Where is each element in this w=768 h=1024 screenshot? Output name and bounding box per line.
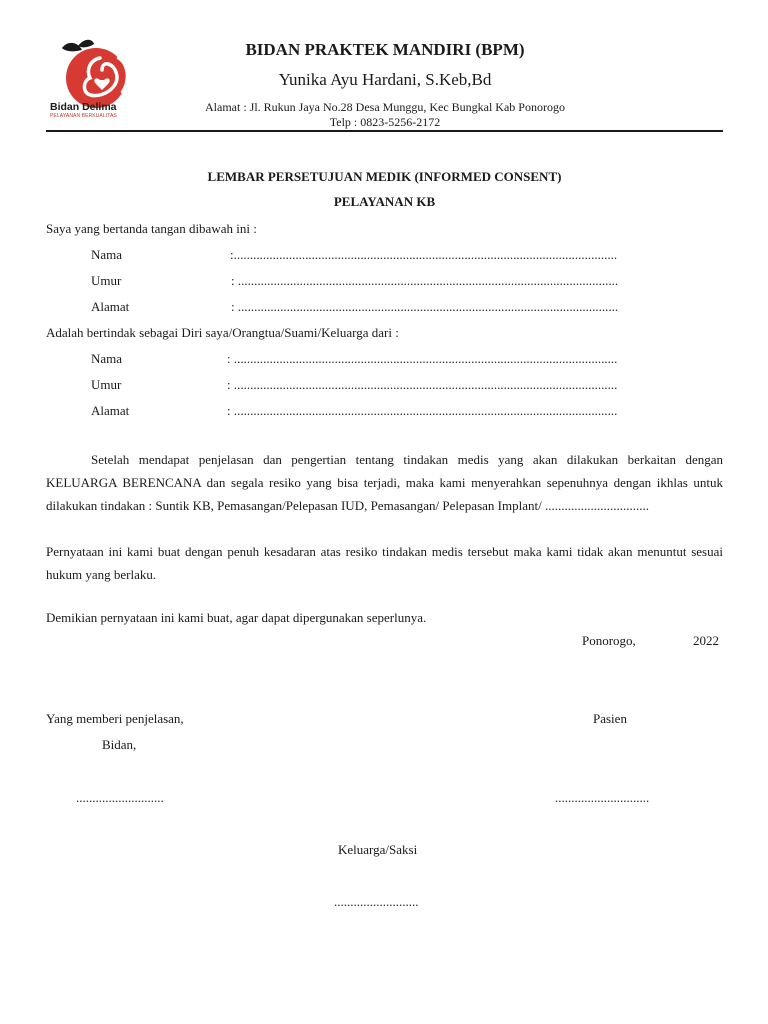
patient-name-label: Nama xyxy=(91,351,123,366)
consent-paragraph xyxy=(46,448,723,517)
explainer-signature-line[interactable]: ........................... xyxy=(76,790,164,805)
patient-label: Pasien xyxy=(593,711,627,726)
explainer-label: Yang memberi penjelasan, xyxy=(46,711,184,726)
midwife-name: Yunika Ayu Hardani, S.Keb,Bd xyxy=(278,70,492,89)
signer-name-field[interactable]: :...................................................................................................................... xyxy=(230,247,618,262)
clinic-phone: Telp : 0823-5256-2172 xyxy=(329,115,441,129)
patient-address-field[interactable]: : ...................................................................................................................... xyxy=(227,403,618,418)
signer-name-label: Nama xyxy=(91,247,123,262)
patient-age-field[interactable]: : ...................................................................................................................... xyxy=(227,377,618,392)
clinic-title: BIDAN PRAKTEK MANDIRI (BPM) xyxy=(245,40,525,59)
patient-signature-line[interactable]: ............................. xyxy=(555,790,650,805)
patient-age-label: Umur xyxy=(91,377,122,392)
patient-name-field[interactable]: : ...................................................................................................................... xyxy=(227,351,618,366)
explainer-role: Bidan, xyxy=(102,737,137,752)
patient-address-label: Alamat xyxy=(91,403,130,418)
signer-address-label: Alamat xyxy=(91,299,130,314)
consent-paragraph-text: Setelah mendapat penjelasan dan pengertian tentang tindakan medis yang akan dilakukan berkaitan dengan KELUARGA BERENCANA dan segala resiko yang bisa terjadi, maka kami menyerahkan sepenuhnya dengan ikhlas untuk dilakukan tindakan : Suntik KB, Pemasangan/Pelepasan IUD, Pemasangan/ Pelepasan Implant/ ................................ xyxy=(46,452,723,513)
logo-text: Bidan Delima xyxy=(50,101,117,113)
header-divider xyxy=(46,130,723,132)
year-text: 2022 xyxy=(693,633,719,648)
logo-subtext: PELAYANAN BERKUALITAS xyxy=(50,113,117,119)
witness-label: Keluarga/Saksi xyxy=(338,842,418,857)
place-text: Ponorogo, xyxy=(582,633,636,648)
signer-age-field[interactable]: : ..................................................................................................................... xyxy=(231,273,619,288)
intro-text: Saya yang bertanda tangan dibawah ini : xyxy=(46,221,257,236)
clinic-address: Alamat : Jl. Rukun Jaya No.28 Desa Munggu, Kec Bungkal Kab Ponorogo xyxy=(205,100,565,114)
statement-paragraph: Pernyataan ini kami buat dengan penuh kesadaran atas resiko tindakan medis tersebut maka kami tidak akan menuntut sesuai hukum yang berlaku. xyxy=(46,544,723,582)
signer-address-field[interactable]: : ..................................................................................................................... xyxy=(231,299,619,314)
signer-age-label: Umur xyxy=(91,273,122,288)
acting-for-text: Adalah bertindak sebagai Diri saya/Orangtua/Suami/Keluarga dari : xyxy=(46,325,399,340)
document-subtitle: PELAYANAN KB xyxy=(333,194,436,209)
document-title: LEMBAR PERSETUJUAN MEDIK (INFORMED CONSENT) xyxy=(207,169,562,184)
closing-text: Demikian pernyataan ini kami buat, agar dapat dipergunakan seperlunya. xyxy=(46,610,427,625)
witness-signature-line[interactable]: .......................... xyxy=(334,894,419,909)
